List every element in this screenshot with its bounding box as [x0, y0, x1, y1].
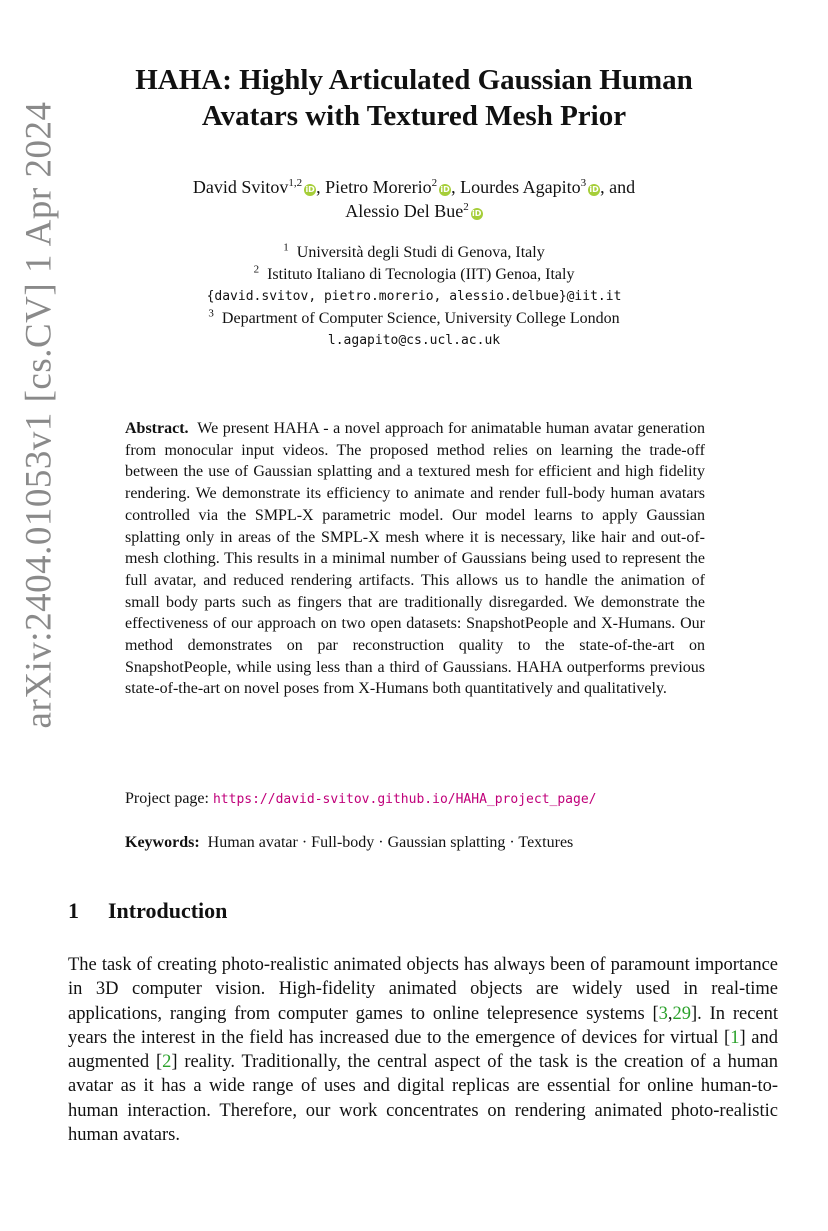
affil-text: Università degli Studi di Genova, Italy: [296, 244, 545, 261]
affiliation-1: [0, 242, 828, 264]
email-ucl[interactable]: l.agapito@cs.ucl.ac.uk: [327, 333, 501, 348]
author-affil-sup: 2: [463, 201, 469, 213]
orcid-icon[interactable]: iD: [589, 185, 599, 194]
citation-link[interactable]: 2: [162, 1052, 172, 1073]
intro-text: ] reality. Traditionally, the central aspect of the task is the creation of a human avatar as it has a wide range of uses and digital replicas are essential for online human-to-human interaction. Therefore, our work concentrates on rendering animated photo-realistic human avatars.: [68, 1052, 778, 1146]
citation-separator: ,: [667, 1003, 673, 1024]
abstract: [125, 418, 705, 700]
affiliations: [0, 242, 828, 352]
affil-sup: 2: [253, 263, 260, 276]
intro-text: ]. In recent years the interest in the field has increased due to the emergence of devices for virtual [: [68, 1003, 779, 1048]
orcid-icon[interactable]: iD: [440, 185, 450, 194]
title-line-1: HAHA: Highly Articulated Gaussian Human: [135, 64, 693, 96]
affil-sup: 1: [283, 241, 289, 254]
and-word: and: [609, 177, 636, 197]
email-iit[interactable]: {david.svitov, pietro.morerio, alessio.delbue}@iit.it: [206, 289, 622, 304]
citation-link[interactable]: 29: [672, 1003, 692, 1024]
author-affil-sup: 2: [431, 177, 438, 189]
affil-text: Department of Computer Science, University College London: [221, 310, 620, 327]
keywords-label: Keywords:: [125, 834, 200, 851]
author-list: David Svitov$^{1,2}$iD, Pietro Morerio$^2$iD, Lourdes Agapito$^3$iD, and Alessio Del Bue$^2$iD: [192, 177, 636, 221]
orcid-icon[interactable]: iD: [305, 185, 315, 194]
affil-text: Istituto Italiano di Tecnologia (IIT) Genoa, Italy: [267, 266, 575, 283]
author-affil-sup: 3: [580, 177, 587, 189]
section-heading: [68, 898, 227, 924]
abstract-heading: Abstract.: [125, 420, 189, 437]
arxiv-sidebar: [14, 70, 64, 760]
title-line-2: Avatars with Textured Mesh Prior: [201, 100, 627, 132]
author-name: Lourdes Agapito: [460, 177, 581, 197]
affiliation-2: [0, 264, 828, 286]
abstract-text: We present HAHA - a novel approach for animatable human avatar generation from monocular input videos. The proposed method relies on learning the trade-off between the use of Gaussian splatting and a textured mesh for efficient and high fidelity rendering. We demonstrate its efficiency to animate and render full-body human avatars controlled via the SMPL-X parametric model. Our model learns to apply Gaussian splatting only in areas of the SMPL-X mesh where it is necessary, like hair and out-of-mesh clothing. This results in a minimal number of Gaussians being used to represent the full avatar, and reduced rendering artifacts. This allows us to handle the animation of small body parts such as fingers that are traditionally disregarded. We demonstrate the effectiveness of our approach on two open datasets: SnapshotPeople and X-Humans. Our method demonstrates on par reconstruction quality to the state-of-the-art on SnapshotPeople, while using less than a third of Gaussians. HAHA outperforms previous state-of-the-art on novel poses from X-Humans both quantitatively and qualitatively.: [125, 420, 706, 698]
keywords: [125, 834, 745, 852]
citation-link[interactable]: 3: [658, 1003, 668, 1024]
paper-title: [0, 62, 828, 134]
project-label: Project page:: [125, 790, 209, 807]
author-name: David Svitov: [192, 177, 289, 197]
intro-text: ] and augmented [: [68, 1027, 778, 1073]
intro-text: The task of creating photo-realistic animated objects has always been of paramount importance in 3D computer vision. High-fidelity animated objects are widely used in real-time applications, ranging from computer games to online telepresence systems [: [68, 955, 778, 1024]
orcid-icon[interactable]: iD: [472, 209, 482, 218]
author-name: Pietro Morerio: [325, 177, 432, 197]
project-page: [125, 790, 745, 808]
section-title: Introduction: [108, 898, 228, 923]
affil-sup: 3: [208, 307, 214, 320]
affiliation-3: [0, 308, 828, 330]
keywords-list: Human avatar · Full-body · Gaussian splatting · Textures: [207, 834, 574, 851]
author-name: Alessio Del Bue: [345, 201, 464, 221]
intro-paragraph: [68, 953, 778, 1147]
section-number: 1: [68, 898, 79, 923]
citation-link[interactable]: 1: [730, 1027, 740, 1048]
author-affil-sup: 1,2: [288, 177, 303, 189]
arxiv-identifier: arXiv:2404.01053v1 [cs.CV] 1 Apr 2024: [18, 101, 60, 729]
project-link[interactable]: https://david-svitov.github.io/HAHA_project_page/: [212, 792, 597, 807]
